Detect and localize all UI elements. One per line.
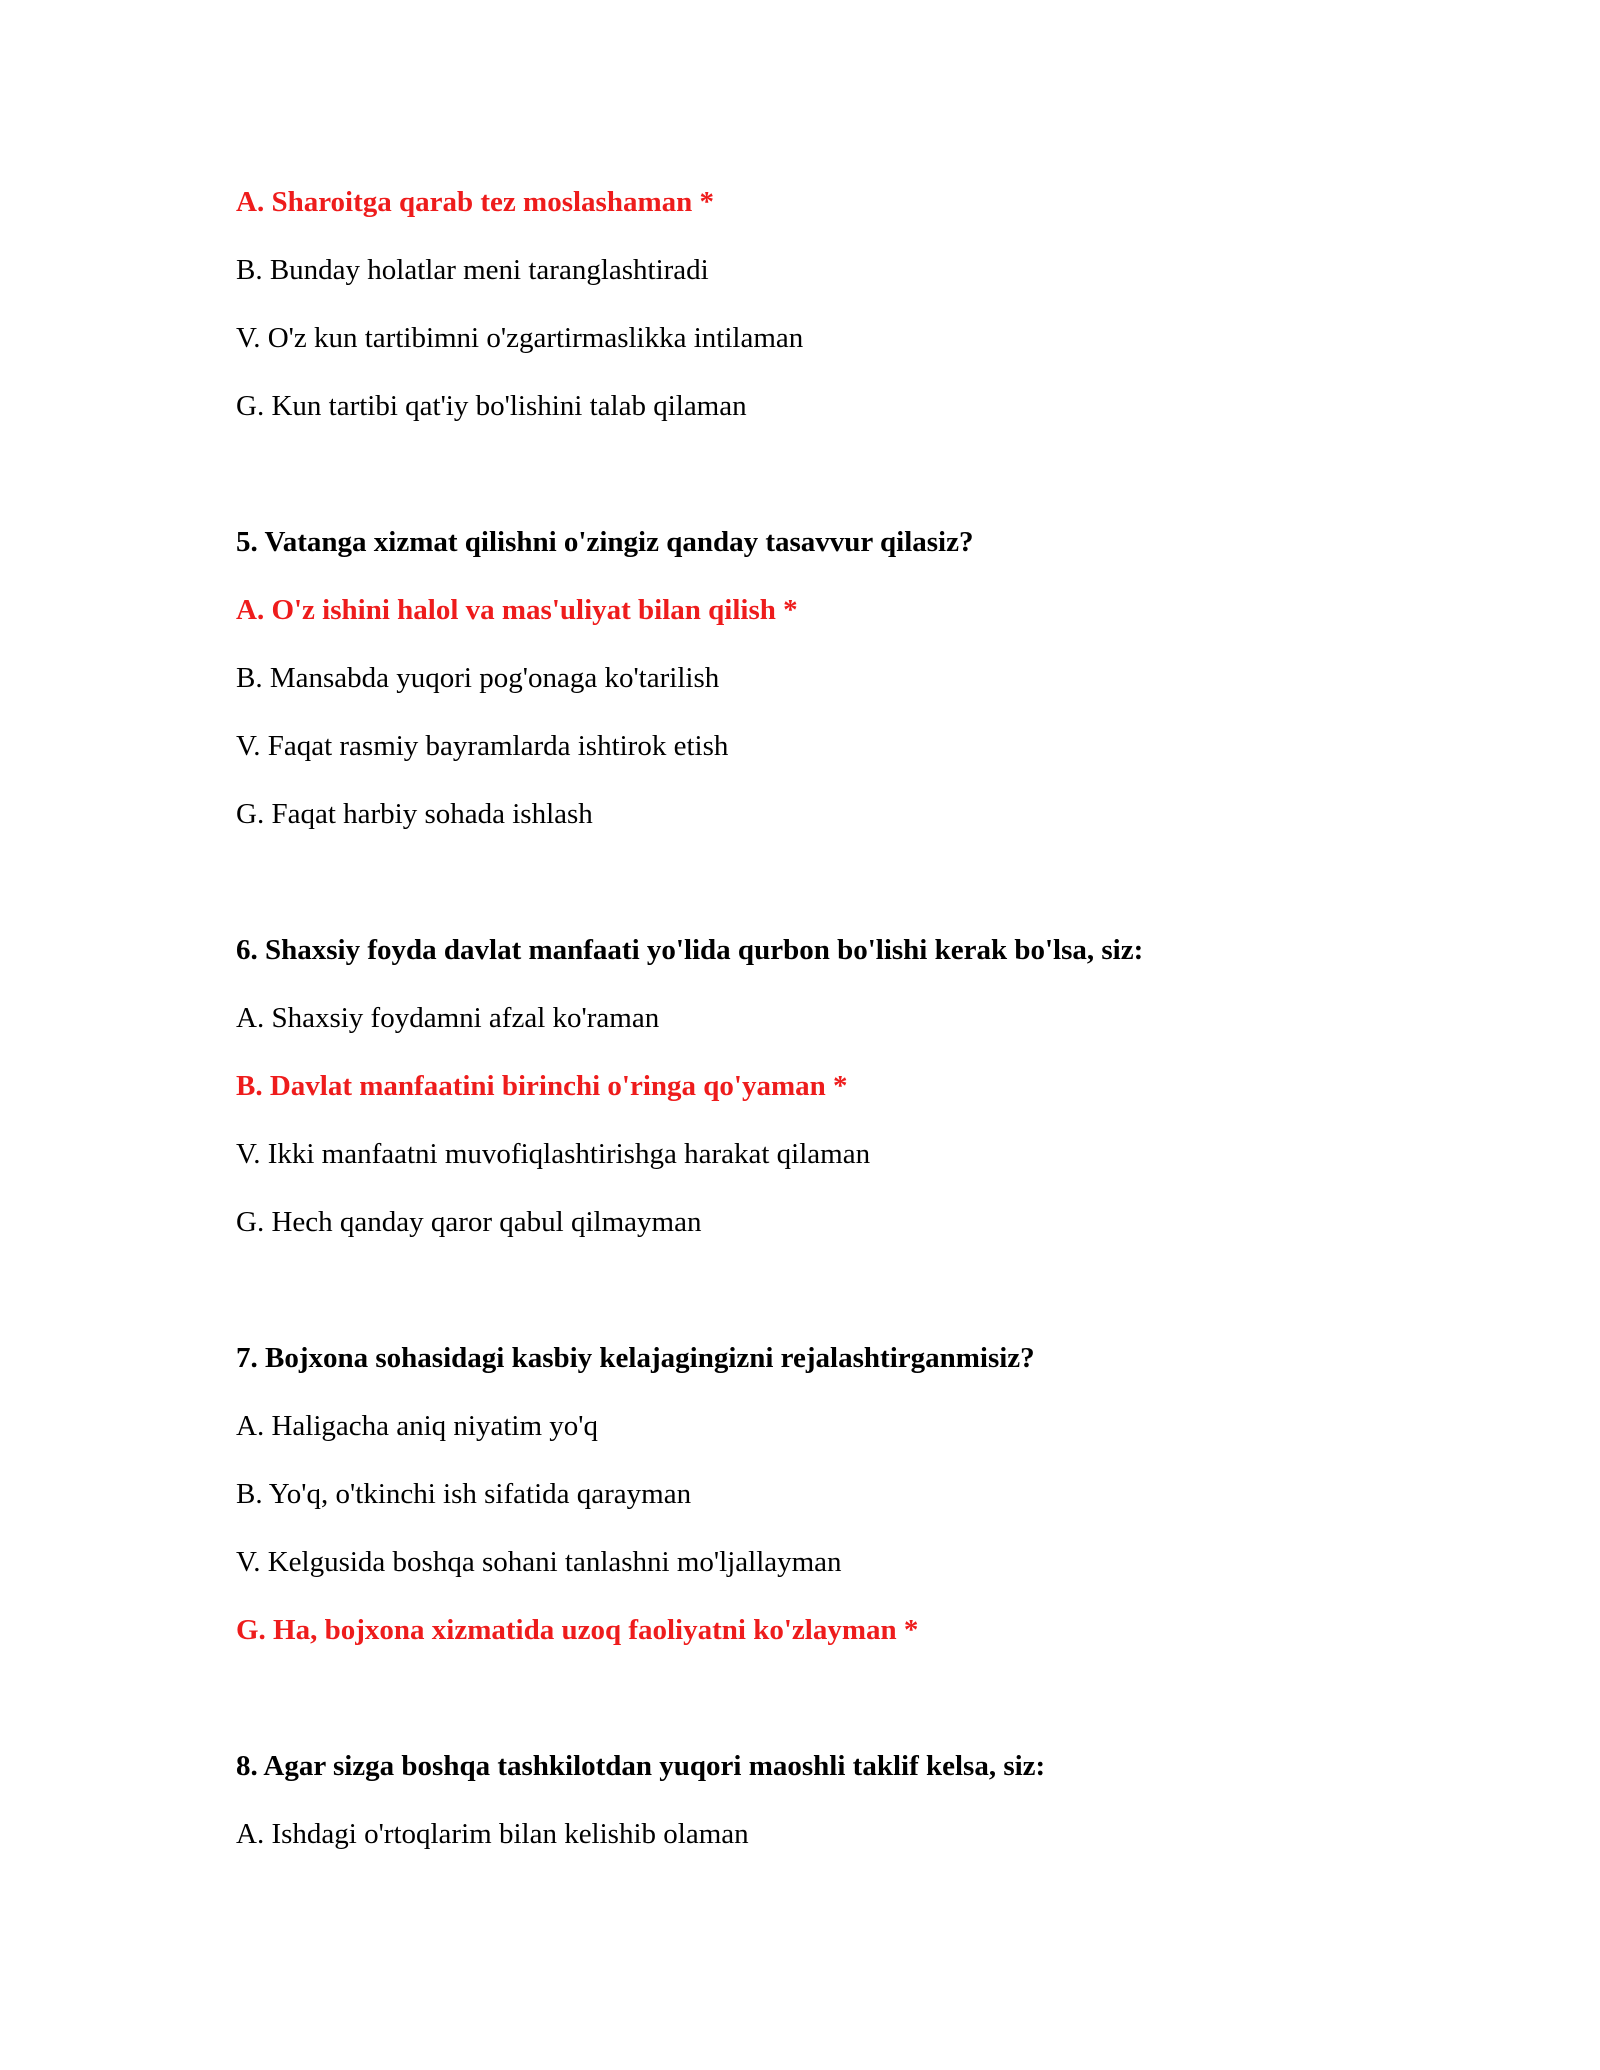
document-page	[236, 185, 1536, 1851]
answer-option: A. Shaxsiy foydamni afzal ko'raman	[236, 1002, 660, 1034]
answer-option: G. Kun tartibi qat'iy bo'lishini talab qilaman	[236, 390, 747, 422]
answer-option: G. Faqat harbiy sohada ishlash	[236, 798, 593, 830]
answer-option: V. Faqat rasmiy bayramlarda ishtirok etish	[236, 730, 729, 762]
question-block	[236, 1341, 1536, 1647]
answer-option-correct: G. Ha, bojxona xizmatida uzoq faoliyatni ko'zlayman *	[236, 1614, 919, 1646]
question-text: 6. Shaxsiy foyda davlat manfaati yo'lida qurbon bo'lishi kerak bo'lsa, siz:	[236, 934, 1144, 966]
answer-option: B. Bunday holatlar meni taranglashtiradi	[236, 254, 709, 286]
question-block	[236, 1749, 1536, 1851]
question-text: 8. Agar sizga boshqa tashkilotdan yuqori maoshli taklif kelsa, siz:	[236, 1750, 1046, 1782]
answer-option: V. Ikki manfaatni muvofiqlashtirishga harakat qilaman	[236, 1138, 871, 1170]
question-text: 7. Bojxona sohasidagi kasbiy kelajagingizni rejalashtirganmisiz?	[236, 1342, 1035, 1374]
answer-option-correct: A. O'z ishini halol va mas'uliyat bilan qilish *	[236, 594, 798, 626]
question-block	[236, 525, 1536, 831]
question-text: 5. Vatanga xizmat qilishni o'zingiz qanday tasavvur qilasiz?	[236, 526, 974, 558]
answer-option-correct: A. Sharoitga qarab tez moslashaman *	[236, 186, 714, 218]
answer-option: V. Kelgusida boshqa sohani tanlashni mo'ljallayman	[236, 1546, 842, 1578]
answer-option: A. Ishdagi o'rtoqlarim bilan kelishib olaman	[236, 1818, 749, 1850]
answer-option: G. Hech qanday qaror qabul qilmayman	[236, 1206, 702, 1238]
answer-option-correct: B. Davlat manfaatini birinchi o'ringa qo'yaman *	[236, 1070, 848, 1102]
answer-option: B. Mansabda yuqori pog'onaga ko'tarilish	[236, 662, 720, 694]
answer-option: B. Yo'q, o'tkinchi ish sifatida qarayman	[236, 1478, 692, 1510]
answer-option: A. Haligacha aniq niyatim yo'q	[236, 1410, 598, 1442]
answer-option: V. O'z kun tartibimni o'zgartirmaslikka intilaman	[236, 322, 804, 354]
question-block	[236, 185, 1536, 423]
question-block	[236, 933, 1536, 1239]
